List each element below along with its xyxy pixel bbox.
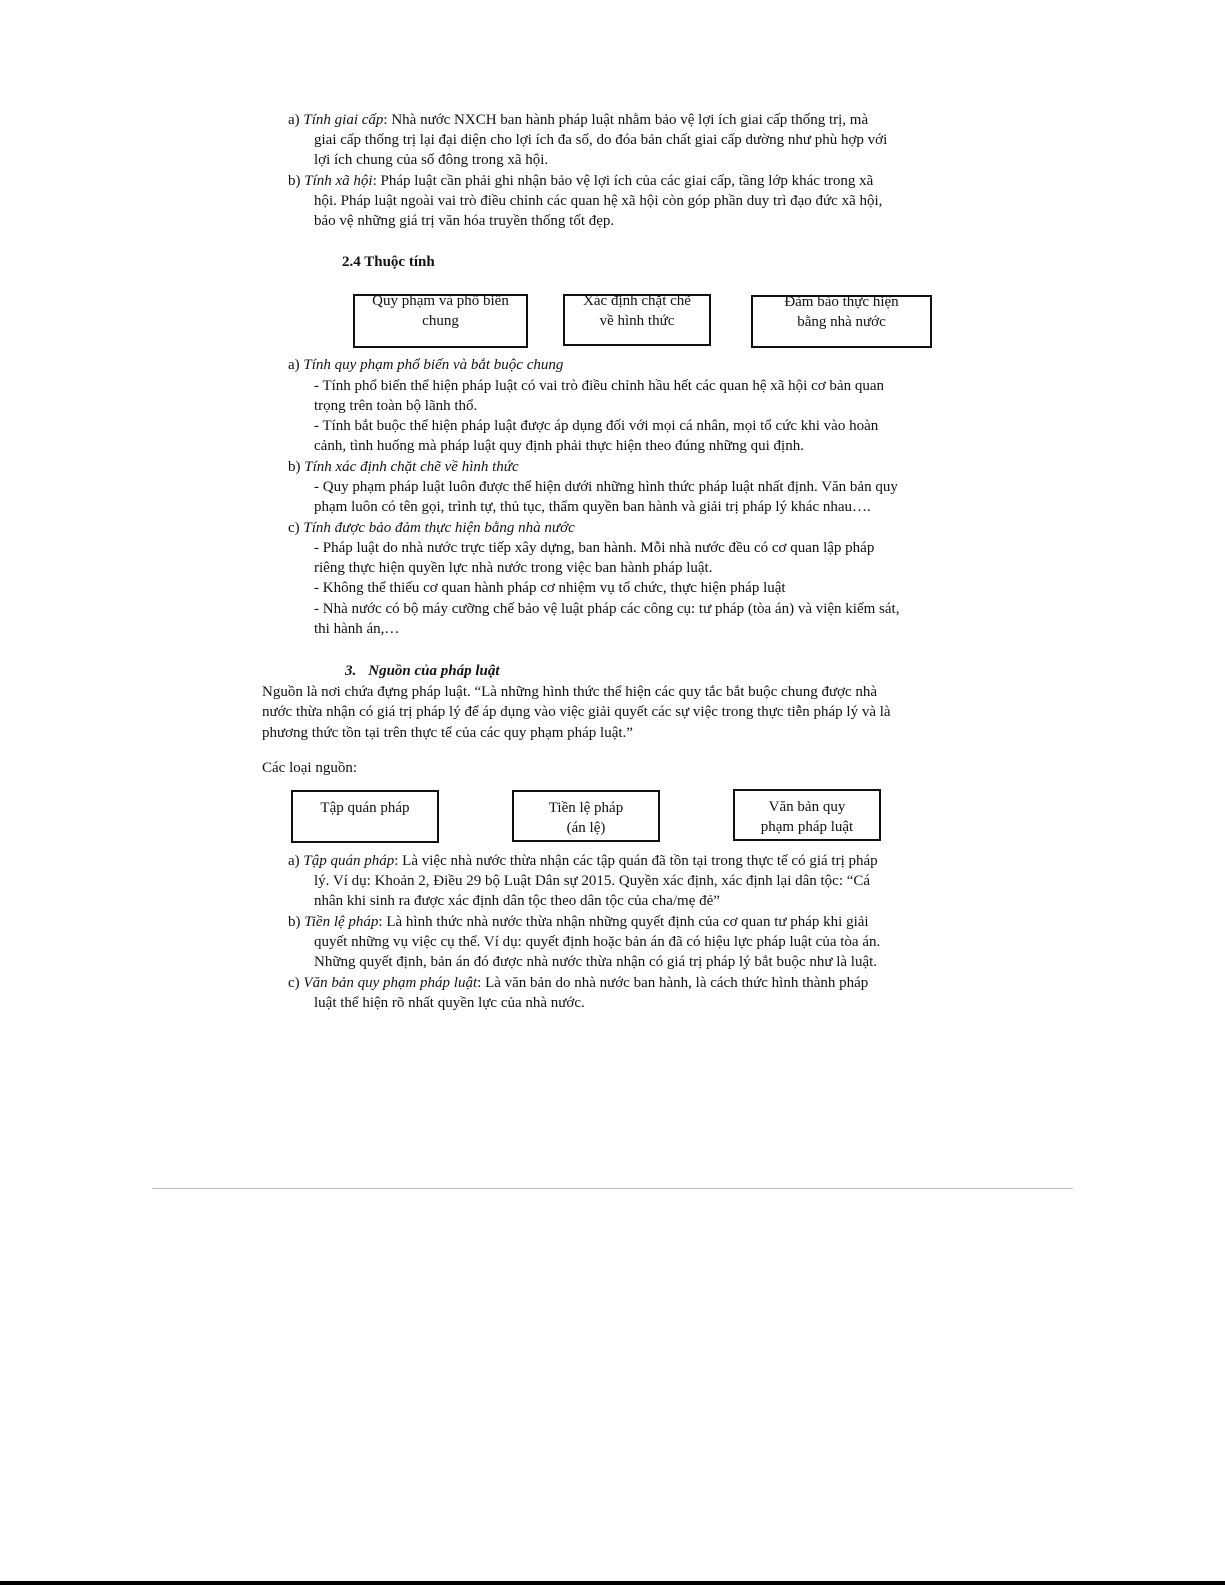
item-title: Tập quán pháp [303, 853, 395, 869]
heading-text: Nguồn của pháp luật [368, 663, 500, 679]
box-line: phạm pháp luật [760, 819, 854, 835]
attribute-a-line3: - Tính bắt buộc thể hiện pháp luật được áp dụng đối với mọi cá nhân, mọi tổ cức khi vào hoàn [314, 418, 879, 434]
item-text: : Nhà nước NXCH ban hành pháp luật nhằm bảo vệ lợi ích giai cấp thống trị, mà [383, 112, 869, 128]
source-b-line1 [288, 912, 869, 932]
attribute-box-state [751, 295, 932, 348]
item-label: b) [288, 173, 305, 189]
item-text: : Là việc nhà nước thừa nhận các tập quán đã tồn tại trong thực tế có giá trị pháp [394, 853, 878, 869]
attribute-b-line1: - Quy phạm pháp luật luôn được thể hiện dưới những hình thức pháp luật nhất định. Văn bản quy [314, 479, 898, 495]
source-c-line1 [288, 973, 868, 993]
item-text: : Là văn bản do nhà nước ban hành, là cách thức hình thành pháp [477, 975, 869, 991]
item-a-class-line3: lợi ích chung của số đông trong xã hội. [314, 152, 549, 168]
heading-number: 3. [345, 663, 357, 679]
item-a-class-line2: giai cấp thống trị lại đại diện cho lợi ích đa số, do đóa bản chất giai cấp dường như phù hợp với [314, 132, 888, 148]
item-title: Tính quy phạm phổ biến và bắt buộc chung [303, 357, 564, 373]
attribute-c-line4: - Nhà nước có bộ máy cưỡng chế bảo vệ luật pháp các công cụ: tư pháp (tòa án) và viện kiểm sát, [314, 601, 900, 617]
page-separator [152, 1188, 1073, 1189]
section-heading-3 [345, 661, 500, 681]
source-a-line1 [288, 851, 878, 871]
attribute-b-line2: phạm luôn có tên gọi, trình tự, thủ tục, thẩm quyền ban hành và giải trị pháp lý khác nhau…. [314, 499, 871, 515]
box-line: Xác định chặt chẽ [583, 293, 691, 309]
box-line: Đảm bảo thực hiện [784, 294, 899, 310]
item-b-social-line2: hội. Pháp luật ngoài vai trò điều chỉnh các quan hệ xã hội còn góp phần duy trì đạo đức xã hội, [314, 193, 883, 209]
source-b-line3: Những quyết định, bản án đó được nhà nước thừa nhận có giá trị pháp lý bắt buộc như là luật. [314, 954, 878, 970]
item-label: c) [288, 975, 304, 991]
item-b-social-line1 [288, 171, 873, 191]
source-definition-line2: nước thừa nhận có giá trị pháp lý để áp dụng vào việc giải quyết các sự việc trong thực tiễn pháp lý và là [262, 704, 891, 720]
attribute-c-line2: riêng thực hiện quyền lực nhà nước trong việc ban hành pháp luật. [314, 560, 713, 576]
attribute-a-heading [288, 355, 563, 375]
bottom-border [0, 1581, 1225, 1585]
item-label: a) [288, 112, 304, 128]
box-line: bằng nhà nước [797, 314, 886, 330]
source-definition-line3: phương thức tồn tại trên thực tế của các quy phạm pháp luật.” [262, 725, 633, 741]
source-definition-line1: Nguồn là nơi chứa đựng pháp luật. “Là những hình thức thể hiện các quy tắc bắt buộc chung được nhà [262, 684, 878, 700]
source-box-legal-document [733, 789, 881, 841]
attribute-a-line1: - Tính phổ biến thể hiện pháp luật có vai trò điều chỉnh hầu hết các quan hệ xã hội cơ bản quan [314, 378, 884, 394]
item-title: Tính xã hội [304, 173, 373, 189]
attribute-a-line2: trọng trên toàn bộ lãnh thổ. [314, 398, 478, 414]
item-label: c) [288, 520, 304, 536]
item-title: Văn bản quy phạm pháp luật [303, 975, 478, 991]
attribute-box-normative [353, 294, 528, 348]
box-line: Văn bản quy [768, 799, 846, 815]
box-line: (án lệ) [566, 820, 606, 836]
attribute-c-line3: - Không thể thiếu cơ quan hành pháp cơ nhiệm vụ tổ chức, thực hiện pháp luật [314, 580, 786, 596]
section-heading-2-4: 2.4 Thuộc tính [342, 254, 435, 270]
source-c-line2: luật thể hiện rõ nhất quyền lực của nhà nước. [314, 995, 585, 1011]
box-line: Quy phạm và phổ biến [372, 293, 509, 309]
attribute-a-line4: cảnh, tình huống mà pháp luật quy định phải thực hiện theo đúng những qui định. [314, 438, 804, 454]
item-label: b) [288, 914, 305, 930]
item-text: : Là hình thức nhà nước thừa nhận những quyết định của cơ quan tư pháp khi giải [378, 914, 869, 930]
attribute-c-line5: thi hành án,… [314, 621, 400, 637]
attribute-box-form [563, 294, 711, 346]
attribute-c-line1: - Pháp luật do nhà nước trực tiếp xây dựng, ban hành. Mỗi nhà nước đều có cơ quan lập pháp [314, 540, 875, 556]
attribute-c-heading [288, 518, 575, 538]
item-label: b) [288, 459, 305, 475]
item-label: a) [288, 357, 304, 373]
source-box-precedent [512, 790, 660, 842]
box-line: Tiền lệ pháp [548, 800, 624, 816]
item-title: Tính giai cấp [303, 112, 384, 128]
source-b-line2: quyết những vụ việc cụ thể. Ví dụ: quyết định hoặc bản án đã có hiệu lực pháp luật của tòa án. [314, 934, 881, 950]
item-title: Tính xác định chặt chẽ về hình thức [304, 459, 519, 475]
item-title: Tính được bảo đảm thực hiện bằng nhà nước [303, 520, 575, 536]
item-title: Tiền lệ pháp [304, 914, 379, 930]
source-a-line2: lý. Ví dụ: Khoản 2, Điều 29 bộ Luật Dân sự 2015. Quyền xác định, xác định lại dân tộc: “Cá [314, 873, 871, 889]
box-line: Tập quán pháp [320, 800, 410, 816]
source-a-line3: nhân khi sinh ra được xác định dân tộc theo dân tộc của cha/mẹ đẻ” [314, 893, 720, 909]
box-line: về hình thức [599, 313, 675, 329]
source-types-label: Các loại nguồn: [262, 760, 357, 776]
item-text: : Pháp luật cần phải ghi nhận bảo vệ lợi ích của các giai cấp, tầng lớp khác trong xã [372, 173, 874, 189]
box-line: chung [422, 313, 459, 329]
item-a-class-line1 [288, 110, 868, 130]
source-box-custom [291, 790, 439, 843]
item-b-social-line3: bảo vệ những giá trị văn hóa truyền thống tốt đẹp. [314, 213, 615, 229]
attribute-b-heading [288, 457, 519, 477]
item-label: a) [288, 853, 304, 869]
